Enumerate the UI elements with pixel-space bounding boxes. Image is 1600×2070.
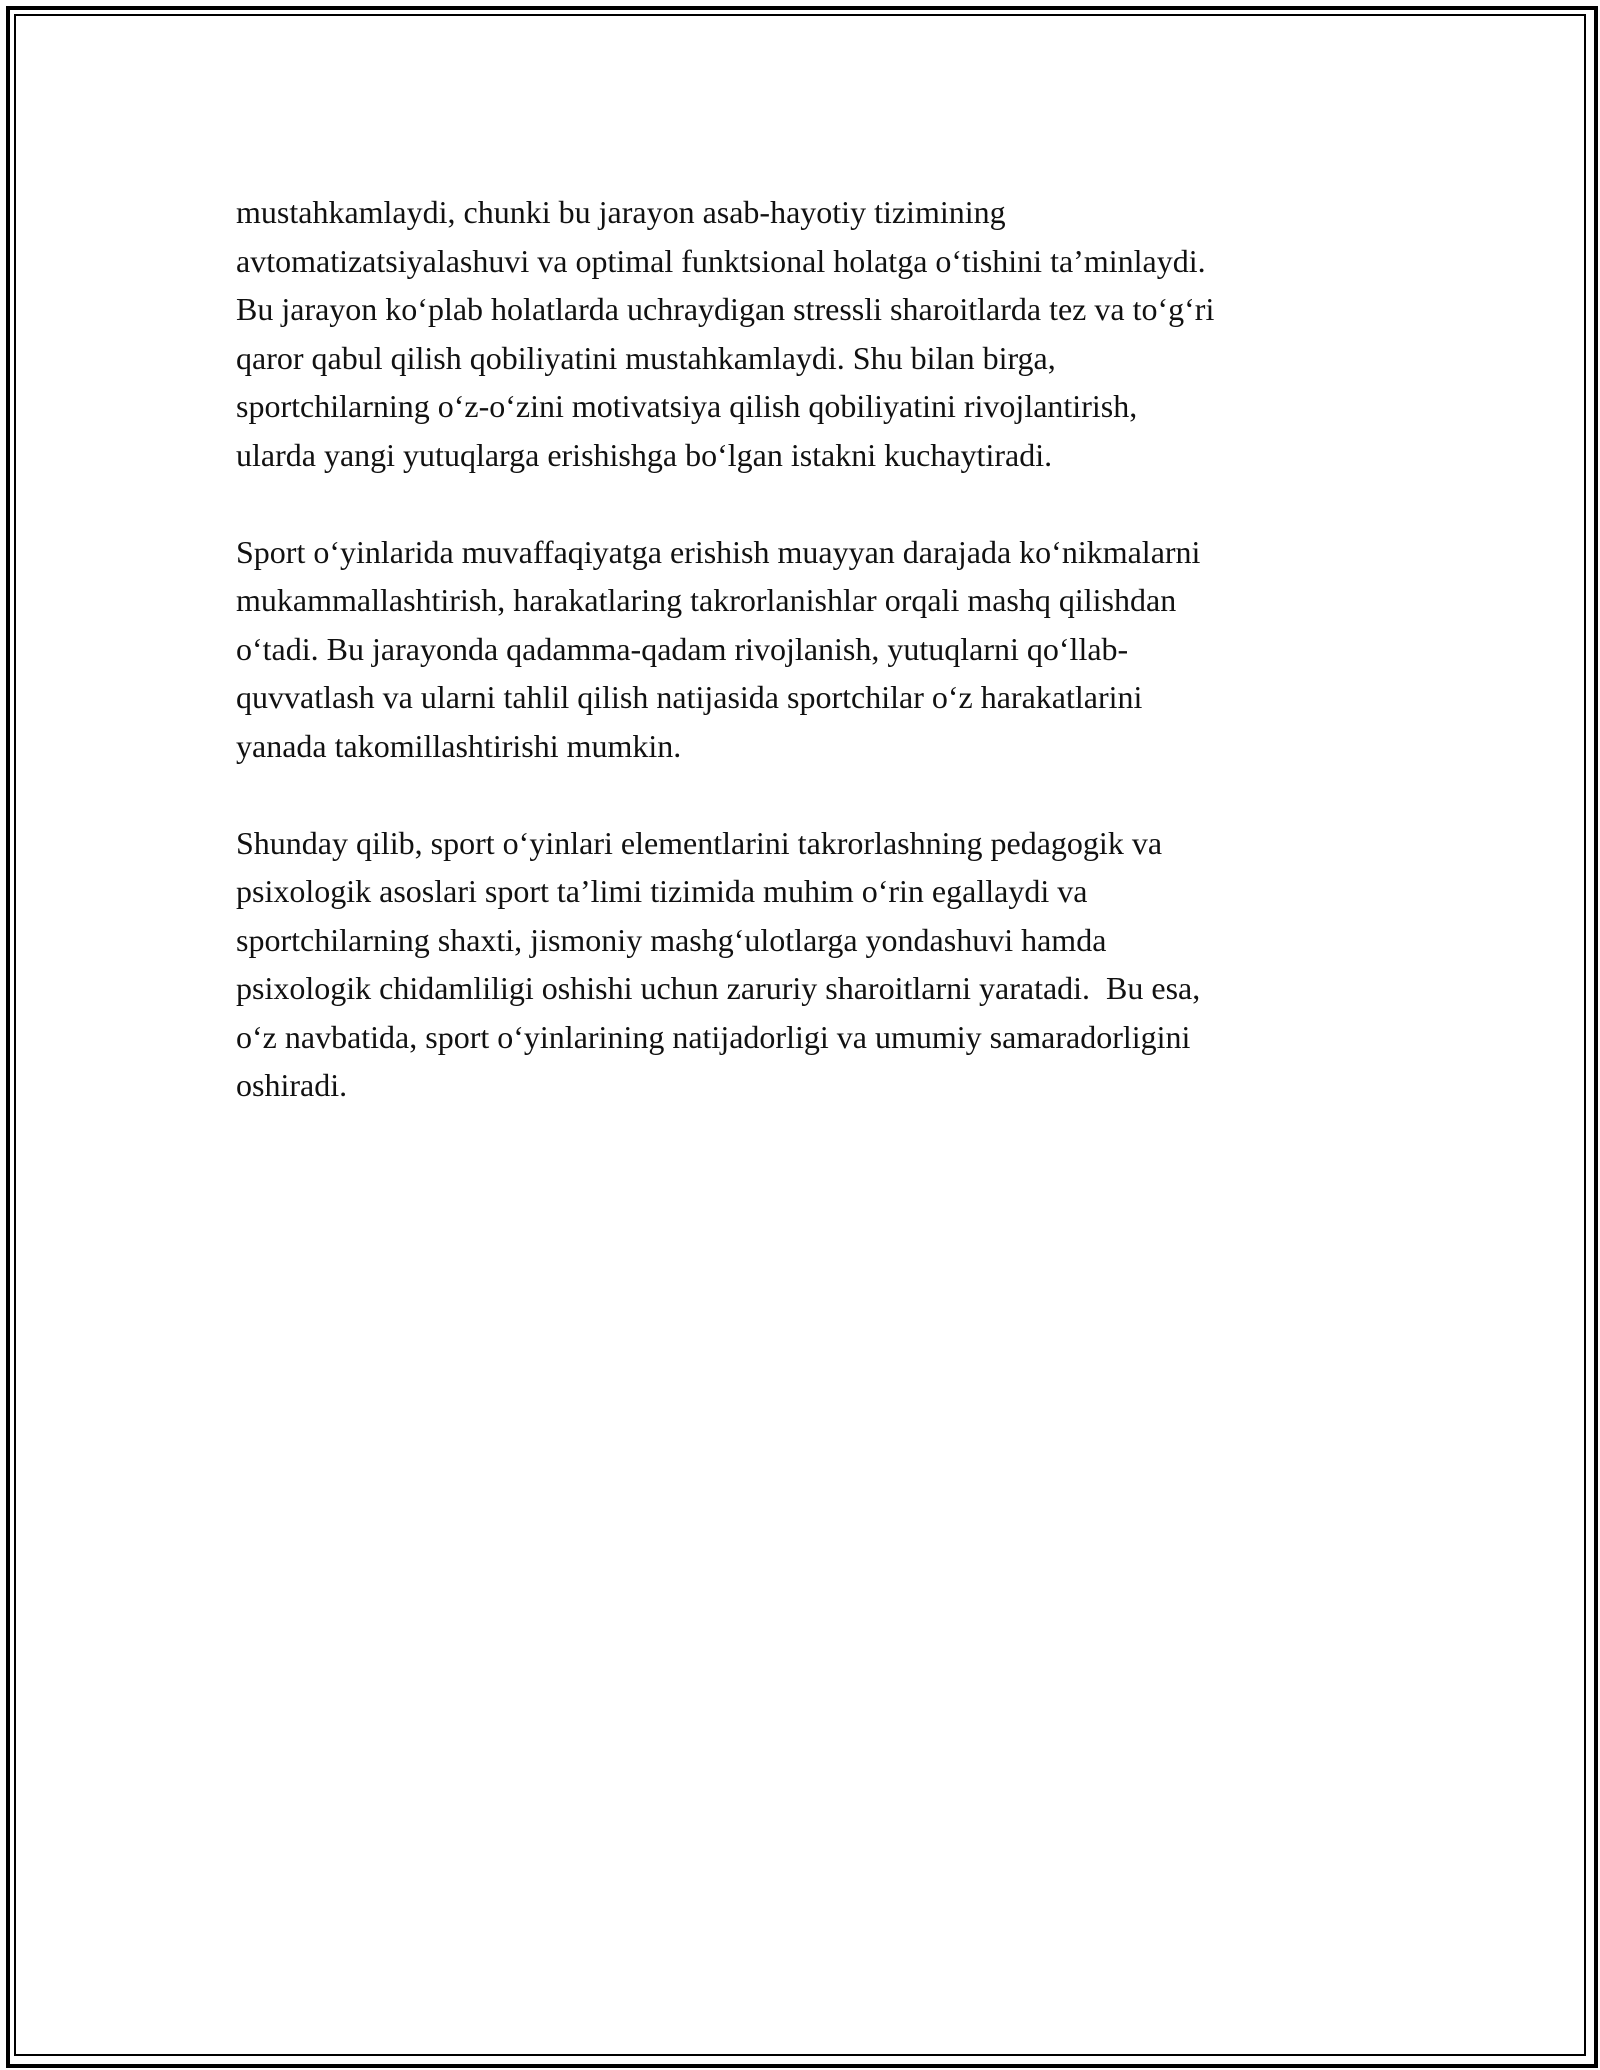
text-line: o‘tadi. Bu jarayonda qadamma-qadam rivojlanish, yutuqlarni qo‘llab- [236, 630, 1129, 667]
text-line: Bu jarayon ko‘plab holatlarda uchraydigan stressli sharoitlarda tez va to‘g‘ri [236, 291, 1215, 327]
text-line: psixologik asoslari sport ta’limi tizimida muhim o‘rin egallaydi va [236, 873, 1088, 909]
text-line: o‘z navbatida, sport o‘yinlarining natijadorligi va umumiy samaradorligini [236, 1018, 1191, 1055]
text-line: sportchilarning o‘z-o‘zini motivatsiya qilish qobiliyatini rivojlantirish, [236, 388, 1138, 424]
text-line: mukammallashtirish, harakatlaring takrorlanishlar orqali mashq qilishdan [236, 582, 1177, 618]
paragraph-3 [236, 819, 1356, 1110]
paragraph-1 [236, 188, 1356, 479]
paragraph-2 [236, 528, 1356, 771]
text-line: sportchilarning shaxti, jismoniy mashg‘ulotlarga yondashuvi hamda [236, 921, 1107, 958]
text-line: Sport o‘yinlarida muvaffaqiyatga erishish muayyan darajada ko‘nikmalarni [236, 533, 1201, 570]
text-line: quvvatlash va ularni tahlil qilish natijasida sportchilar o‘z harakatlarini [236, 679, 1143, 715]
document-body [236, 188, 1356, 1158]
text-line: ularda yangi yutuqlarga erishishga bo‘lgan istakni kuchaytiradi. [236, 436, 1053, 473]
text-line: avtomatizatsiyalashuvi va optimal funktsional holatga o‘tishini ta’minlaydi. [236, 242, 1206, 279]
text-line: psixologik chidamliligi oshishi uchun zaruriy sharoitlarni yaratadi. Bu esa, [236, 970, 1201, 1006]
text-line: Shunday qilib, sport o‘yinlari elementlarini takrorlashning pedagogik va [236, 824, 1163, 861]
text-line: yanada takomillashtirishi mumkin. [236, 727, 682, 764]
text-line: oshiradi. [236, 1067, 348, 1103]
text-line: mustahkamlaydi, chunki bu jarayon asab-hayotiy tizimining [236, 194, 1006, 230]
text-line: qaror qabul qilish qobiliyatini mustahkamlaydi. Shu bilan birga, [236, 339, 1056, 376]
